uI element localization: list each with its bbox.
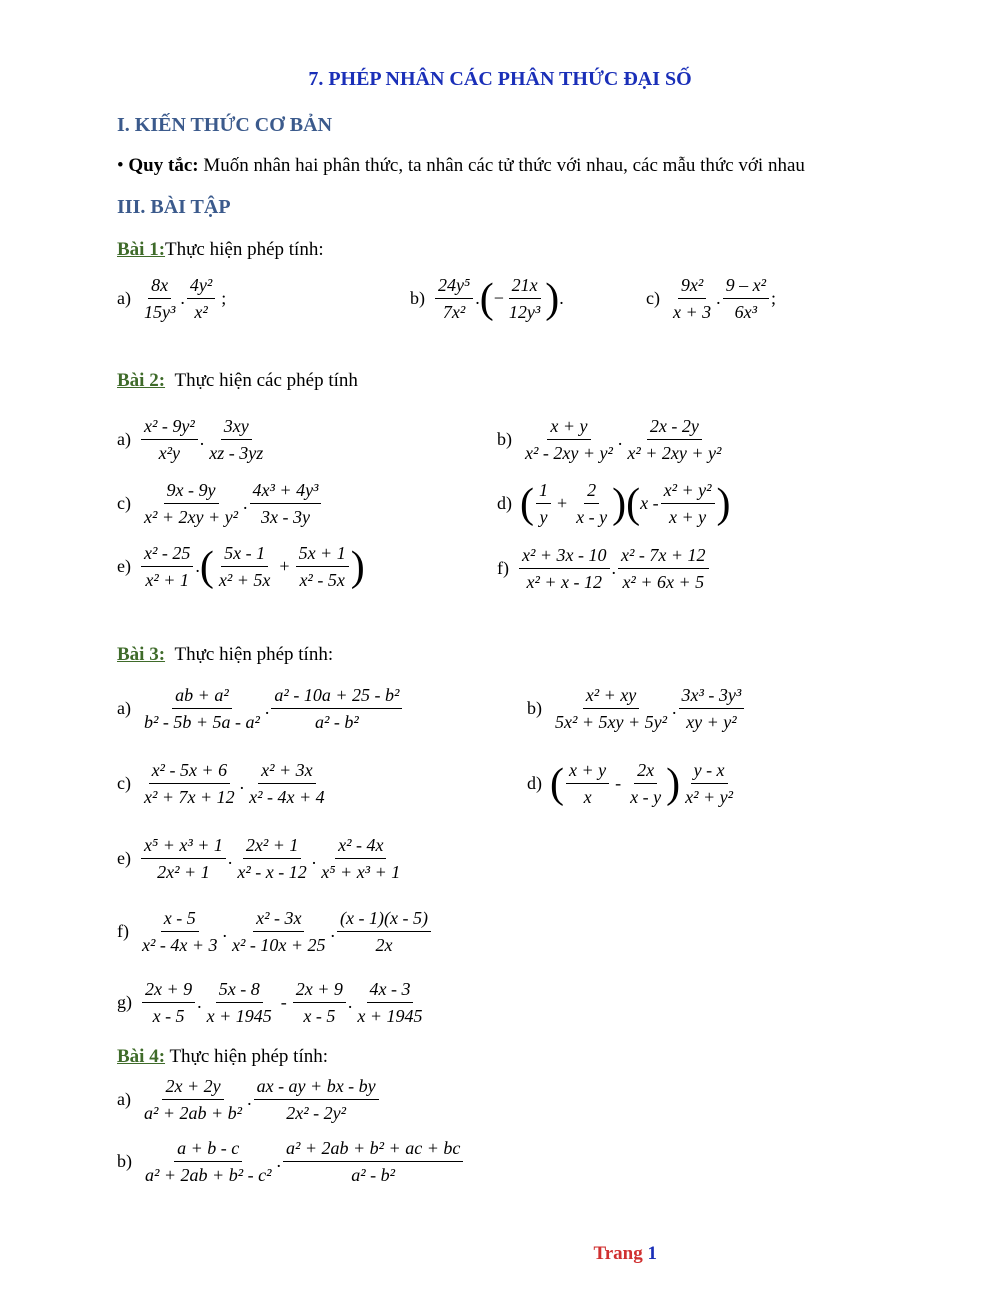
numerator: x² + 3x - 10 — [519, 542, 610, 569]
numerator: y - x — [691, 757, 728, 784]
page-number: 1 — [647, 1243, 657, 1264]
denominator: b² - 5b + 5a - a² — [143, 712, 260, 732]
bai3-heading — [117, 644, 333, 666]
denominator: y — [539, 507, 548, 527]
bai3-problem-a: a) $\frac{\text{ab + a²}}{\text{b² - 5b + 5a - a²}}$ . $\frac{\text{a² - 10a + 25 - b²}}{\text{a² - b²}}$ — [117, 682, 404, 735]
denominator: x² + 5x — [218, 570, 271, 590]
end-mark: ; — [221, 288, 227, 308]
denominator: 15y³ — [143, 302, 176, 322]
problem-label: b) — [410, 288, 425, 308]
fraction — [506, 272, 543, 325]
denominator: x² — [194, 302, 208, 322]
problem-label: a) — [117, 698, 131, 718]
section-heading-exercises: III. BÀI TẬP — [117, 196, 231, 218]
problem-label: c) — [117, 773, 131, 793]
problem-label: a) — [117, 429, 131, 449]
denominator: x² + y² — [685, 787, 734, 807]
bai3-problem-e: e) $\frac{\text{x⁵ + x³ + 1}}{\text{2x² + 1}}$ . $\frac{\text{2x² + 1}}{\text{x² - x - 12}}$ . $\frac{\text{x² - 4x}}{\text{x⁵ + x³ + 1}}$ — [117, 832, 405, 885]
denominator: x - y — [576, 507, 608, 527]
denominator: x² + 1 — [145, 570, 189, 590]
bai2-label: Bài 2: — [117, 370, 166, 391]
denominator: x² - 10x + 25 — [232, 935, 326, 955]
close-paren: ) — [612, 480, 627, 527]
denominator: a² + 2ab + b² — [143, 1103, 243, 1123]
bai3-problem-g: g) $\frac{2x + 9}{x - 5}$ . $\frac{5x - 8}{x + 1945}$ - $\frac{2x + 9}{x - 5}$ . $\frac{4x - 3}{x + 1945}$ — [117, 976, 428, 1029]
bai3-problem-f: f) $\frac{x - 5}{\text{x² - 4x + 3}}$ . $\frac{\text{x² - 3x}}{\text{x² - 10x + 25}}$ . $\frac{(x - 1)(x - 5)}{2x}$ — [117, 905, 433, 958]
denominator: x - 5 — [152, 1006, 185, 1026]
numerator: 4x³ + 4y³ — [250, 477, 322, 504]
numerator: 3xy — [221, 413, 252, 440]
denominator: x² - x - 12 — [237, 862, 307, 882]
denominator: x² - 4x + 4 — [249, 787, 325, 807]
bai2-text: Thực hiện các phép tính — [174, 370, 358, 391]
bai2-problem-c: c) $\frac{9x - 9y}{\text{x² + 2xy + y²}}$ . $\frac{\text{4x³ + 4y³}}{3x - 3y}$ — [117, 477, 323, 530]
numerator: 2x + 2y — [162, 1073, 223, 1100]
bai2-problem-f: f) $\frac{\text{x² + 3x - 10}}{\text{x² + x - 12}}$ . $\frac{\text{x² - 7x + 12}}{\text{x² + 6x + 5}}$ — [497, 542, 711, 595]
numerator: x² - 5x + 6 — [149, 757, 231, 784]
problem-label: b) — [117, 1151, 132, 1171]
denominator: x + 3 — [672, 302, 712, 322]
denominator: 2x² - 2y² — [286, 1103, 346, 1123]
problem-label: f) — [497, 558, 509, 578]
section-heading-basic-knowledge: I. KIẾN THỨC CƠ BẢN — [117, 114, 333, 136]
bai1-label: Bài 1: — [117, 239, 166, 260]
numerator: a² + 2ab + b² + ac + bc — [283, 1135, 463, 1162]
numerator: 4x - 3 — [367, 976, 414, 1003]
denominator: xy + y² — [686, 712, 737, 732]
denominator: 7x² — [442, 302, 466, 322]
numerator: x⁵ + x³ + 1 — [141, 832, 226, 859]
denominator: x + 1945 — [357, 1006, 423, 1026]
close-paren: ) — [545, 275, 560, 322]
rule-label: Quy tắc: — [128, 155, 199, 176]
rule-line — [117, 155, 805, 177]
open-paren: ( — [550, 760, 564, 807]
numerator: 2x + 9 — [293, 976, 346, 1003]
bai4-heading — [117, 1046, 328, 1068]
problem-label: e) — [117, 556, 131, 576]
denominator: x² - 4x + 3 — [142, 935, 218, 955]
numerator: 2x — [634, 757, 657, 784]
numerator: ab + a² — [172, 682, 232, 709]
denominator: x² + x - 12 — [526, 572, 603, 592]
close-paren: ) — [350, 543, 365, 590]
fraction — [141, 272, 178, 325]
numerator: 4y² — [187, 272, 215, 299]
close-paren: ) — [716, 480, 731, 527]
denominator: a² - b² — [351, 1165, 396, 1185]
numerator: x - 5 — [161, 905, 199, 932]
end-mark: . — [559, 288, 564, 308]
denominator: x² - 5x — [299, 570, 345, 590]
denominator: a² + 2ab + b² - c² — [145, 1165, 272, 1185]
numerator: 1 — [536, 477, 551, 504]
denominator: x + 1945 — [206, 1006, 272, 1026]
numerator: a + b - c — [174, 1135, 242, 1162]
denominator: xz - 3yz — [209, 443, 264, 463]
numerator: 21x — [509, 272, 541, 299]
numerator: x² - 4x — [335, 832, 386, 859]
problem-label: b) — [527, 698, 542, 718]
bai2-problem-d: d) ( $\frac{1}{y}$ + $\frac{2}{x - y}$ ) ( x - $\frac{\text{x² + y²}}{x + y}$ ) — [497, 477, 731, 530]
open-paren: ( — [626, 480, 641, 527]
denominator: x - y — [630, 787, 662, 807]
bai1-problem-c: c) $\frac{\text{9x²}}{x + 3}$ . $\frac{\text{9 – x²}}{\text{6x³}}$ ; — [646, 272, 776, 325]
open-paren: ( — [520, 480, 534, 527]
problem-label: g) — [117, 992, 132, 1012]
denominator: x - 5 — [303, 1006, 336, 1026]
problem-label: d) — [527, 773, 542, 793]
bai4-label: Bài 4: — [117, 1046, 166, 1067]
numerator: x² + xy — [583, 682, 640, 709]
denominator: x²y — [158, 443, 181, 463]
denominator: x + y — [669, 507, 707, 527]
denominator: x — [583, 787, 592, 807]
expression-term: x - — [640, 493, 659, 513]
numerator: 2x - 2y — [647, 413, 702, 440]
bai1-text: Thực hiện phép tính: — [165, 239, 324, 260]
denominator: x² + 2xy + y² — [627, 443, 722, 463]
bai3-problem-b: b) $\frac{\text{x² + xy}}{\text{5x² + 5xy + 5y²}}$ . $\frac{\text{3x³ - 3y³}}{\text{xy + y²}}$ — [527, 682, 746, 735]
numerator: 5x - 8 — [216, 976, 263, 1003]
denominator: 2x² + 1 — [157, 862, 210, 882]
fraction — [670, 272, 714, 325]
bai4-problem-b: b) $\frac{a + b - c}{\text{a² + 2ab + b² - c²}}$ . $\frac{\text{a² + 2ab + b² + ac + bc}}{\text{a² - b²}}$ — [117, 1135, 465, 1188]
rule-text: Muốn nhân hai phân thức, ta nhân các tử thức với nhau, các mẫu thức với nhau — [198, 155, 805, 176]
numerator: x² - 9y² — [141, 413, 198, 440]
denominator: x⁵ + x³ + 1 — [321, 862, 401, 882]
bai4-problem-a: a) $\frac{2x + 2y}{\text{a² + 2ab + b²}}$ . $\frac{ax - ay + bx - by}{\text{2x² - 2y²}}$ — [117, 1073, 381, 1126]
denominator: 3x - 3y — [261, 507, 310, 527]
numerator: a² - 10a + 25 - b² — [271, 682, 402, 709]
problem-label: b) — [497, 429, 512, 449]
end-mark: ; — [771, 288, 777, 308]
bai2-problem-e: e) $\frac{\text{x² - 25}}{\text{x² + 1}}$ . ( $\frac{5x - 1}{\text{x² + 5x}}$ + $\frac{5x + 1}{\text{x² - 5x}}$ ) — [117, 540, 365, 593]
denominator: 6x³ — [734, 302, 758, 322]
bai2-problem-a: a) $\frac{\text{x² - 9y²}}{\text{x²y}}$ . $\frac{3xy}{xz - 3yz}$ — [117, 413, 268, 466]
open-paren: ( — [479, 275, 494, 322]
bai3-problem-d: d) ( $\frac{x + y}{x}$ - $\frac{2x}{x - y}$ ) $\frac{y - x}{\text{x² + y²}}$ — [527, 757, 738, 810]
numerator: 8x — [148, 272, 171, 299]
bai2-problem-b: b) $\frac{x + y}{\text{x² - 2xy + y²}}$ . $\frac{2x - 2y}{\text{x² + 2xy + y²}}$ — [497, 413, 726, 466]
numerator: ax - ay + bx - by — [254, 1073, 379, 1100]
denominator: a² - b² — [314, 712, 359, 732]
denominator: 12y³ — [508, 302, 541, 322]
numerator: 2x + 9 — [142, 976, 195, 1003]
bullet: • — [117, 155, 124, 176]
numerator: 24y⁵ — [435, 272, 473, 299]
problem-label: a) — [117, 1089, 131, 1109]
problem-label: c) — [117, 493, 131, 513]
bai3-problem-c: c) $\frac{\text{x² - 5x + 6}}{\text{x² + 7x + 12}}$ . $\frac{\text{x² + 3x}}{\text{x² - 4x + 4}}$ — [117, 757, 330, 810]
denominator: x² - 2xy + y² — [525, 443, 613, 463]
denominator: x² + 6x + 5 — [622, 572, 705, 592]
bai3-label: Bài 3: — [117, 644, 166, 665]
numerator: x² - 7x + 12 — [618, 542, 709, 569]
page-word: Trang — [593, 1243, 643, 1264]
problem-label: a) — [117, 288, 131, 308]
problem-label: e) — [117, 848, 131, 868]
numerator: 2 — [584, 477, 599, 504]
bai1-problem-b: b) $\frac{\text{24y⁵}}{\text{7x²}}$ . ( − $\frac{21x}{\text{12y³}}$ ) . — [410, 272, 564, 325]
open-paren: ( — [199, 543, 214, 590]
problem-label: f) — [117, 921, 129, 941]
numerator: x² - 3x — [253, 905, 304, 932]
numerator: (x - 1)(x - 5) — [337, 905, 431, 932]
numerator: x + y — [566, 757, 609, 784]
numerator: x² - 25 — [141, 540, 193, 567]
denominator: x² + 7x + 12 — [143, 787, 235, 807]
numerator: x + y — [547, 413, 590, 440]
numerator: x² + 3x — [258, 757, 316, 784]
numerator: 9 – x² — [723, 272, 769, 299]
fraction — [187, 272, 215, 325]
page-title: 7. PHÉP NHÂN CÁC PHÂN THỨC ĐẠI SỐ — [308, 68, 692, 90]
bai3-text: Thực hiện phép tính: — [174, 644, 334, 665]
denominator: 2x — [375, 935, 393, 955]
problem-label: c) — [646, 288, 660, 308]
fraction — [723, 272, 769, 325]
bai1-heading — [117, 239, 324, 261]
denominator: 5x² + 5xy + 5y² — [555, 712, 668, 732]
denominator: x² + 2xy + y² — [143, 507, 239, 527]
numerator: 5x + 1 — [296, 540, 349, 567]
bai4-text: Thực hiện phép tính: — [165, 1046, 329, 1067]
close-paren: ) — [666, 760, 681, 807]
fraction — [435, 272, 473, 325]
numerator: 9x - 9y — [164, 477, 219, 504]
problem-label: d) — [497, 493, 512, 513]
bai2-heading — [117, 370, 358, 392]
numerator: 9x² — [678, 272, 706, 299]
page-footer — [593, 1243, 657, 1265]
numerator: 3x³ - 3y³ — [679, 682, 745, 709]
numerator: x² + y² — [661, 477, 715, 504]
bai1-problem-a: a) $\frac{8x}{\text{15y³}}$ . $\frac{\text{4y²}}{\text{x²}}$ ; — [117, 272, 230, 325]
numerator: 5x - 1 — [221, 540, 268, 567]
numerator: 2x² + 1 — [243, 832, 302, 859]
